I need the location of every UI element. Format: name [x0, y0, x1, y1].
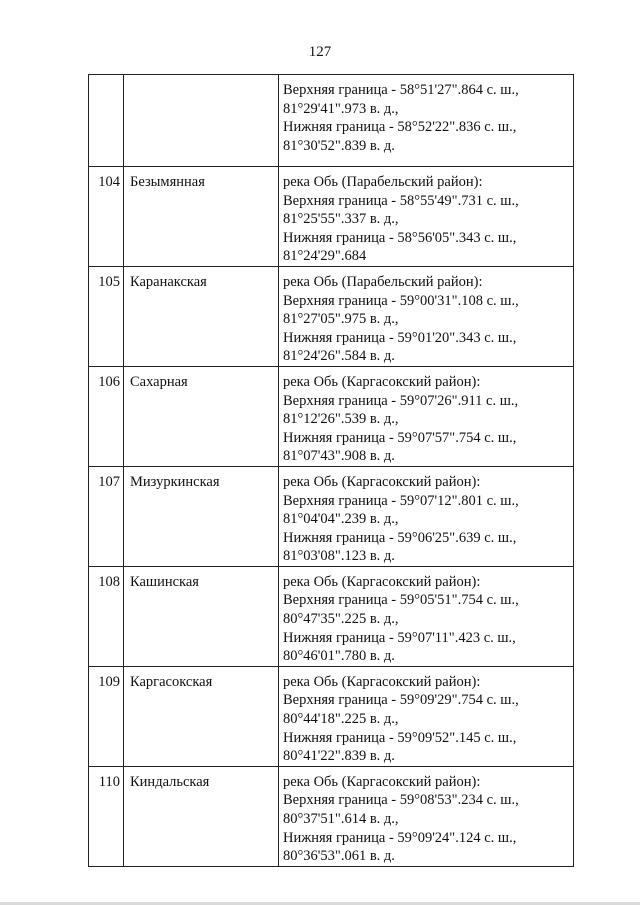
description-line: 80°41'22".839 в. д.	[283, 748, 395, 765]
description-line: река Обь (Парабельский район):	[283, 174, 483, 190]
description-line: 81°03'08".123 в. д.	[283, 548, 395, 565]
table-row	[89, 566, 574, 666]
row-number: 109	[89, 666, 124, 766]
description-line: Верхняя граница - 59°08'53".234 с. ш.,	[283, 792, 519, 809]
description-line: Верхняя граница - 59°09'29".754 с. ш.,	[283, 692, 519, 709]
section-name	[124, 75, 279, 167]
row-number: 104	[89, 167, 124, 267]
section-name: Кашинская	[124, 566, 279, 666]
description-line: река Обь (Каргасокский район):	[283, 773, 481, 790]
description-line: 81°12'26".539 в. д.,	[283, 411, 399, 428]
sections-table	[88, 74, 574, 867]
description-line: Верхняя граница - 59°05'51".754 с. ш.,	[283, 592, 519, 609]
description-line: река Обь (Каргасокский район):	[283, 573, 481, 590]
table-row	[89, 75, 574, 167]
row-number	[89, 75, 124, 167]
section-name: Каргасокская	[124, 666, 279, 766]
description-line: 81°29'41".973 в. д.,	[283, 100, 399, 117]
table-row	[89, 266, 574, 366]
description-line: 80°37'51".614 в. д.,	[283, 811, 399, 827]
row-number: 105	[89, 266, 124, 366]
description-line: 80°36'53".061 в. д.	[283, 848, 395, 865]
description-line: Нижняя граница - 59°07'57".754 с. ш.,	[283, 429, 517, 446]
description-line: река Обь (Каргасокский район):	[283, 673, 481, 690]
section-description	[279, 666, 574, 766]
description-line: 81°24'29".684	[283, 248, 367, 265]
row-number: 108	[89, 566, 124, 666]
section-description	[279, 167, 574, 267]
description-line: 81°27'05".975 в. д.,	[283, 311, 399, 328]
description-line: река Обь (Парабельский район):	[283, 273, 483, 290]
table-row	[89, 666, 574, 766]
description-line: Нижняя граница - 59°01'20".343 с. ш.,	[283, 329, 517, 346]
description-line: Нижняя граница - 58°52'22".836 с. ш.,	[283, 119, 517, 136]
description-line: 81°30'52".839 в. д.	[283, 137, 395, 154]
section-description	[279, 766, 574, 866]
section-name: Киндальская	[124, 766, 279, 866]
section-name: Безымянная	[124, 167, 279, 267]
description-line: 81°07'43".908 в. д.	[283, 448, 395, 465]
table-row	[89, 167, 574, 267]
section-description	[279, 266, 574, 366]
section-description	[279, 466, 574, 566]
description-line: Нижняя граница - 59°09'24".124 с. ш.,	[283, 829, 517, 846]
description-line: 80°47'35".225 в. д.,	[283, 611, 399, 628]
row-number: 110	[89, 766, 124, 866]
description-line: 81°04'04".239 в. д.,	[283, 511, 399, 528]
description-line: Нижняя граница - 59°06'25".639 с. ш.,	[283, 529, 517, 546]
section-name: Сахарная	[124, 366, 279, 466]
description-line: 81°25'55".337 в. д.,	[283, 211, 399, 228]
description-line: Верхняя граница - 58°55'49".731 с. ш.,	[283, 192, 519, 209]
section-description	[279, 75, 574, 167]
row-number: 107	[89, 466, 124, 566]
table-row	[89, 466, 574, 566]
description-line: река Обь (Каргасокский район):	[283, 473, 481, 490]
description-line: Верхняя граница - 59°07'26".911 с. ш.,	[283, 392, 519, 409]
description-line: Верхняя граница - 59°07'12".801 с. ш.,	[283, 492, 519, 509]
description-line: река Обь (Каргасокский район):	[283, 373, 481, 390]
table-row	[89, 366, 574, 466]
description-line: Нижняя граница - 59°07'11".423 с. ш.,	[283, 629, 516, 646]
row-number: 106	[89, 366, 124, 466]
description-line: Верхняя граница - 58°51'27".864 с. ш.,	[283, 82, 519, 98]
section-name: Мизуркинская	[124, 466, 279, 566]
description-line: 80°44'18".225 в. д.,	[283, 711, 399, 728]
table-row	[89, 766, 574, 866]
description-line: Верхняя граница - 59°00'31".108 с. ш.,	[283, 292, 519, 309]
section-description	[279, 366, 574, 466]
sections-table-body	[89, 75, 574, 867]
description-line: Нижняя граница - 59°09'52".145 с. ш.,	[283, 729, 517, 746]
description-line: Нижняя граница - 58°56'05".343 с. ш.,	[283, 229, 517, 246]
section-name: Каранакская	[124, 266, 279, 366]
page-number: 127	[308, 44, 332, 60]
section-description	[279, 566, 574, 666]
description-line: 80°46'01".780 в. д.	[283, 648, 395, 665]
description-line: 81°24'26".584 в. д.	[283, 348, 395, 365]
